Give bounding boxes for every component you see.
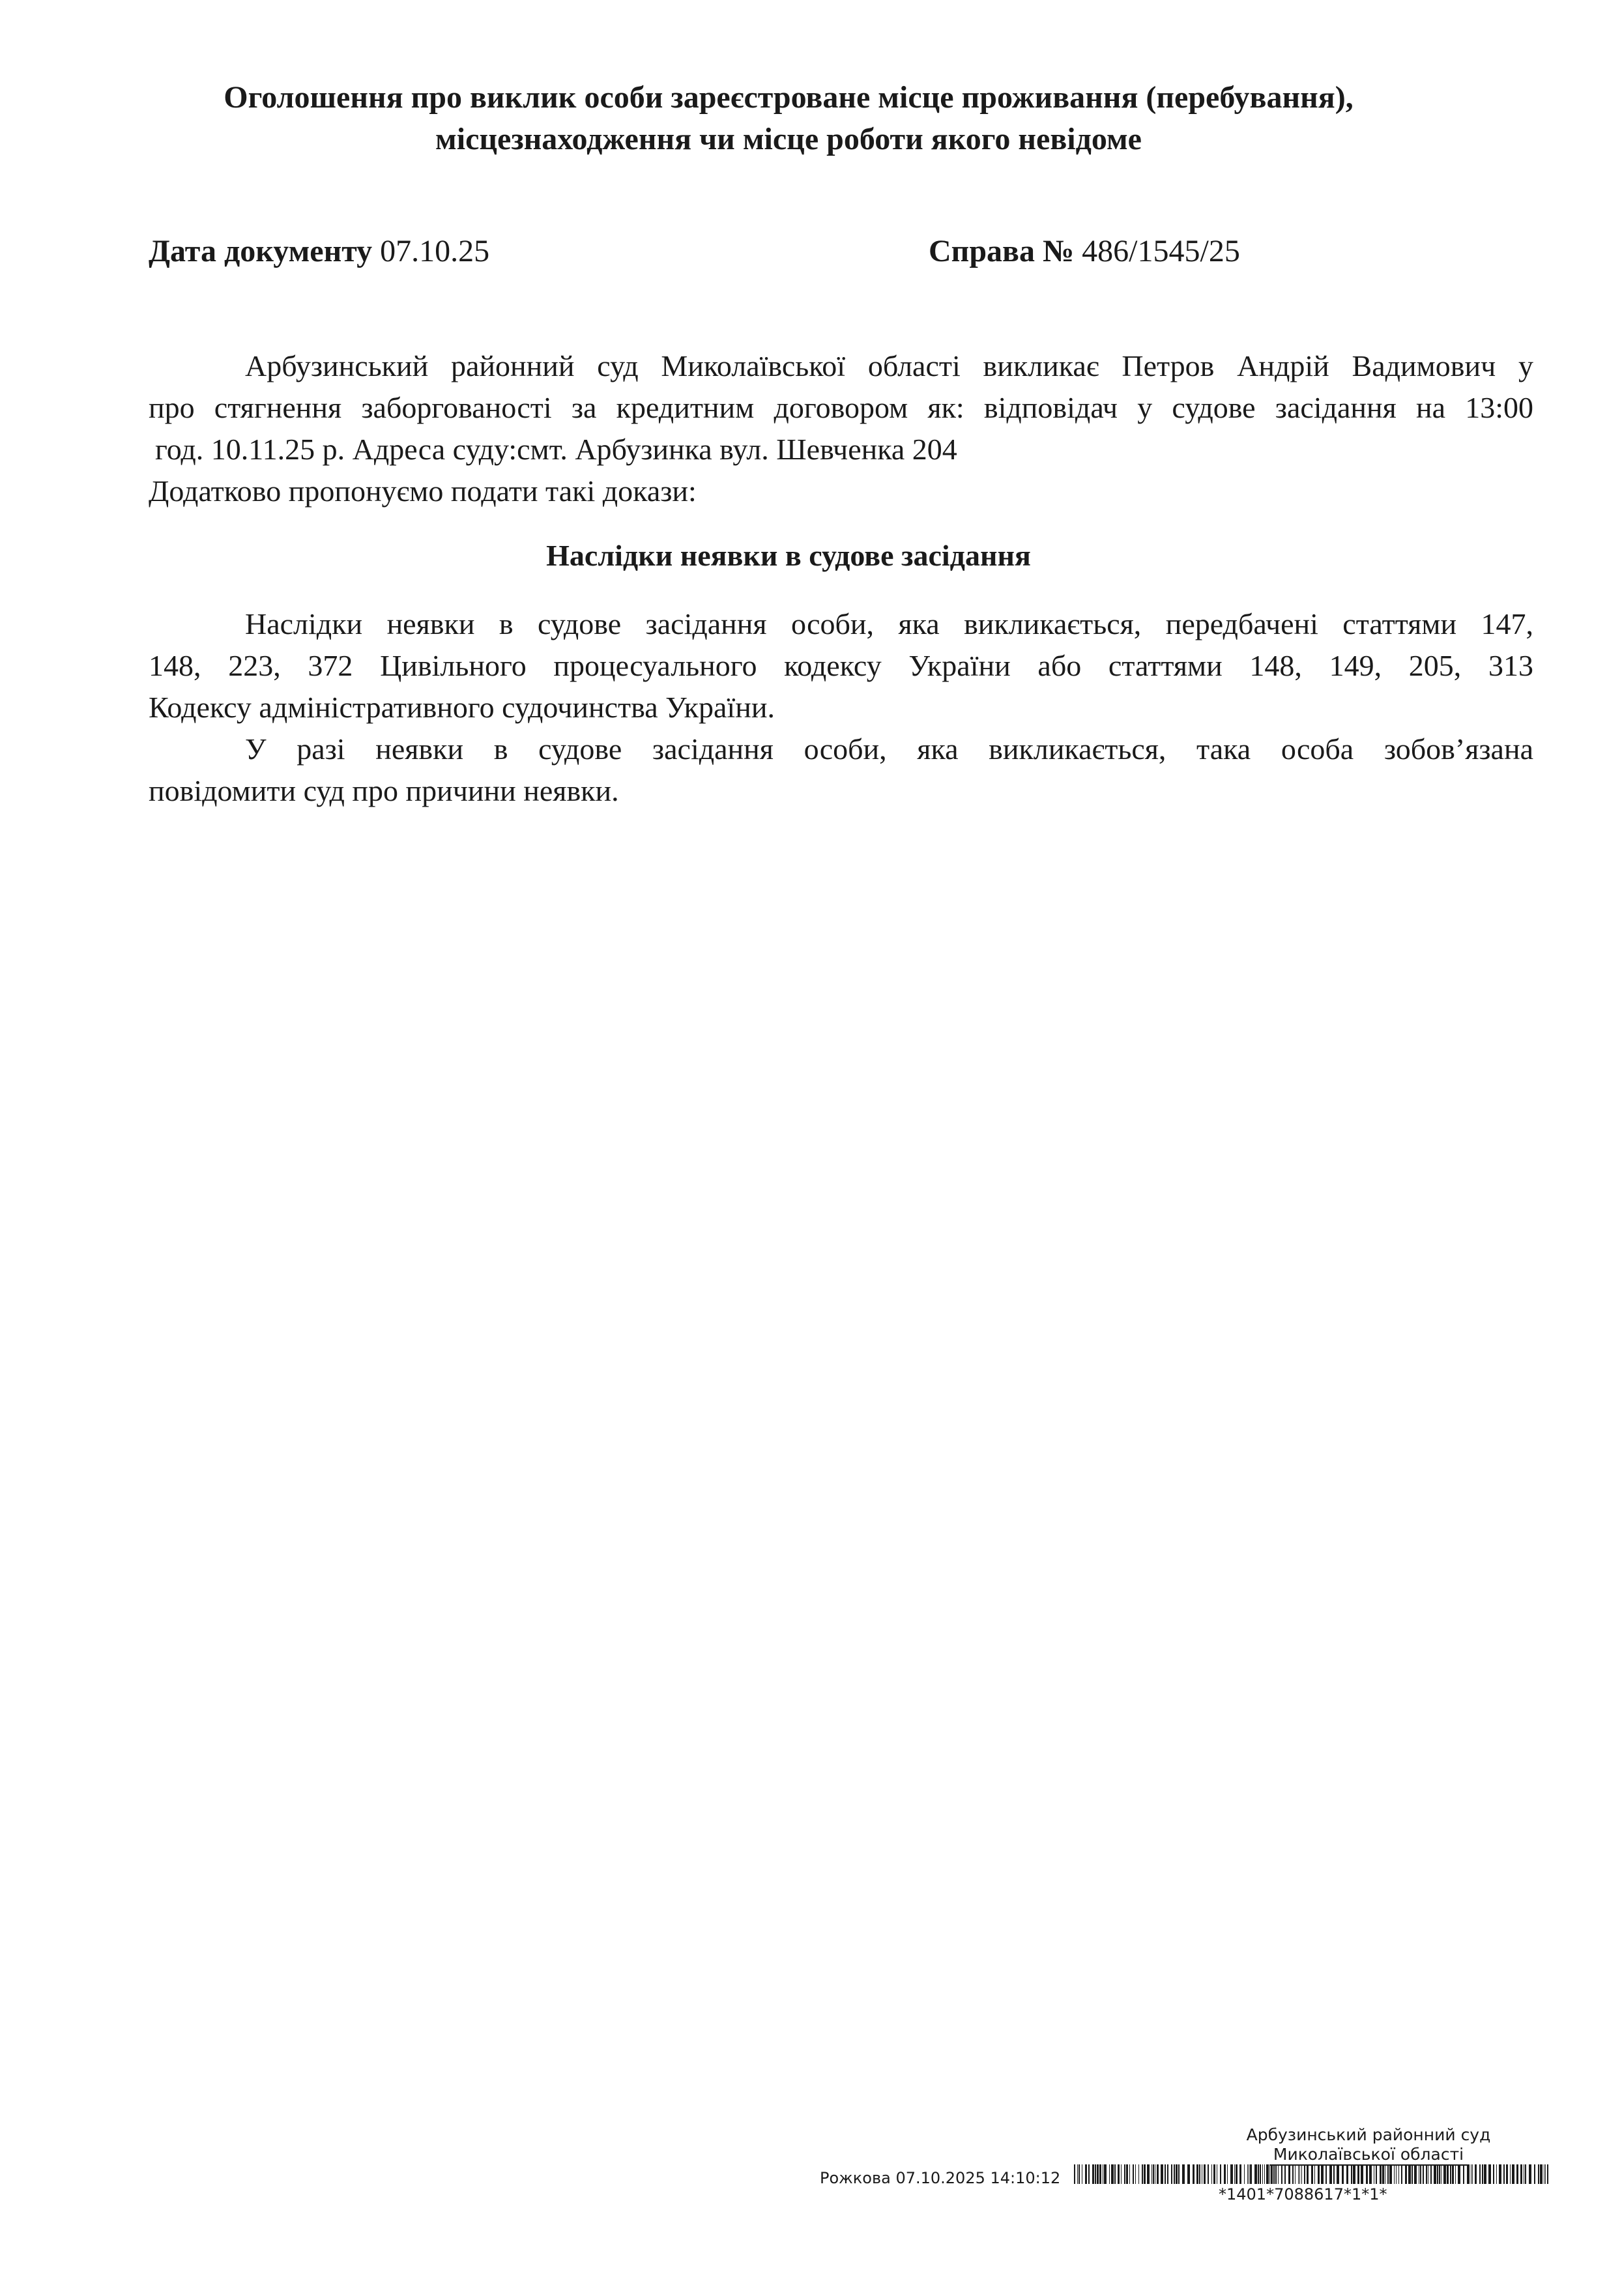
court-stamp-line-2: Миколаївської області [1269,2145,1468,2166]
barcode-icon [1074,2164,1550,2184]
title-line-1: Оголошення про виклик особи зареєстроване місце проживання (перебування), [224,80,1354,115]
consequences-text [149,603,1533,812]
date-label: Дата документу [149,234,373,268]
summons-text [149,345,1533,512]
document-date [149,233,489,269]
court-stamp [1186,2125,1551,2166]
consequences-p1-line-3: Кодексу адміністративного судочинства України. [149,691,775,724]
case-label: Справа № [929,234,1075,268]
document-title [150,77,1427,160]
registration-info: Рожкова 07.10.2025 14:10:12 [820,2169,1061,2187]
consequences-p1-line-2: 148, 223, 372 Цивільного процесуального кодексу України або статтями 148, 149, 205, 313 [149,649,1533,682]
summons-line-1: Арбузинський районний суд Миколаївської області викликає Петров Андрій Вадимович у [245,349,1533,382]
consequences-p2-line-2: повідомити суд про причини неявки. [149,774,619,807]
summons-line-3: год. 10.11.25 р. Адреса суду:смт. Арбузинка вул. Шевченка 204 [155,433,957,466]
title-line-2: місцезнаходження чи місце роботи якого невідоме [435,122,1142,156]
summons-line-2: про стягнення заборгованості за кредитним договором як: відповідач у судове засідання на 13:00 [149,391,1533,424]
summons-line-4: Додатково пропонуємо подати такі докази: [149,474,697,508]
case-number [929,233,1240,269]
barcode-number: *1401*7088617*1*1* [1219,2185,1387,2203]
consequences-p2-line-1: У разі неявки в судове засідання особи, яка викликається, така особа зобов’язана [245,732,1533,766]
consequences-heading: Наслідки неявки в судове засідання [546,539,1031,572]
date-value: 07.10.25 [380,234,490,268]
court-stamp-line-1: Арбузинський районний суд [1246,2125,1491,2144]
case-value: 486/1545/25 [1082,234,1240,268]
consequences-p1-line-1: Наслідки неявки в судове засідання особи, яка викликається, передбачені статтями 147, [245,607,1533,640]
